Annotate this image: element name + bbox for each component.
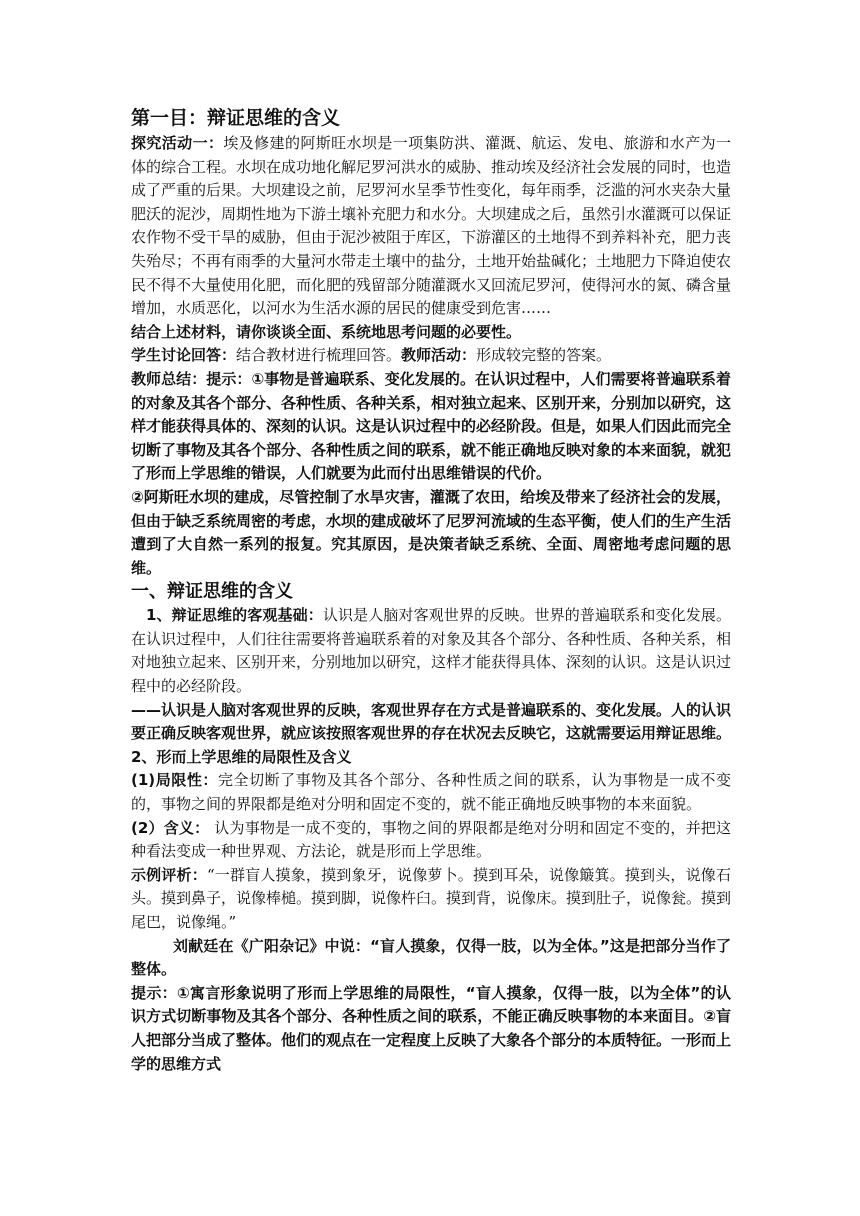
student-activity (131, 344, 731, 368)
activity-paragraph (131, 132, 731, 321)
basis-paragraph (131, 604, 731, 698)
summary-paragraph-2: ②阿斯旺水坝的建成，尽管控制了水旱灾害，灌溉了农田，给埃及带来了经济社会的发展，但由于缺乏系统周密的考虑，水坝的建成破坏了尼罗河流域的生态平衡，使人们的生产生活遭到了大自然一系列的报复。究其原因，是决策者缺乏系统、全面、周密地考虑问题的思维。 (131, 487, 732, 577)
basis-label: 1、辩证思维的客观基础： (146, 606, 323, 625)
limitation-paragraph (131, 769, 731, 816)
quote-paragraph: 刘献廷在《广阳杂记》中说：“盲人摸象，仅得一肢，以为全体。”这是把部分当作了整体。 (131, 936, 731, 979)
meaning-paragraph (131, 817, 731, 864)
basis-text: 认识是人脑对客观世界的反映。世界的普遍联系和变化发展。在认识过程中，人们往往需要将普遍联系着的对象及其各个部分、各种性质、各种关系，相对地独立起来、区别开来，分别地加以研究，这样才能获得具体、深刻的认识。这是认识过程中的必经阶段。 (131, 606, 732, 696)
example-text: “一群盲人摸象，摸到象牙，说像萝卜。摸到耳朵，说像簸箕。摸到头，说像石头。摸到鼻子，说像棒槌。摸到脚，说像杵臼。摸到背，说像床。摸到肚子，说像瓮。摸到尾巴，说像绳。” (131, 865, 732, 931)
summary-text-1: ①事物是普遍联系、变化发展的。在认识过程中，人们需要将普遍联系着的对象及其各个部分、各种性质、各种关系，相对独立起来、区别开来，分别加以研究，这样才能获得具体的、深刻的认识。这是认识过程中的必经阶段。但是，如果人们因此而完全切断了事物及其各个部分、各种性质之间的联系，就不能正确地反映对象的本来面貌，就犯了形而上学思维的错误，人们就要为此而付出思维错误的代价。 (131, 369, 732, 483)
teacher-label: 教师活动： (401, 346, 477, 365)
meaning-label: (2）含义： (131, 818, 210, 837)
meaning-text: 认为事物是一成不变的，事物之间的界限都是绝对分明和固定不变的，并把这种看法变成一种世界观、方法论，就是形而上学思维。 (131, 818, 731, 861)
discussion-question: 结合上述材料，请你谈谈全面、系统地思考问题的必要性。 (131, 322, 522, 341)
summary-paragraph-1 (131, 368, 731, 486)
summary-label: 教师总结：提示： (131, 369, 252, 388)
hint-text: ①寓言形象说明了形而上学思维的局限性，“盲人摸象，仅得一肢，以为全体”的认识方式切断事物及其各个部分、各种性质之间的联系，不能正确反映事物的本来面目。②盲人把部分当成了整体。他们的观点在一定程度上反映了大象各个部分的本质特征。一形而上学的思维方式 (131, 983, 732, 1073)
section-heading-1: 一、辩证思维的含义 (131, 581, 293, 603)
subheading-2: 2、形而上学思维的局限性及含义 (131, 747, 352, 766)
page-title: 第一目：辩证思维的含义 (131, 107, 341, 129)
activity-text: 埃及修建的阿斯旺水坝是一项集防洪、灌溉、航运、发电、旅游和水产为一体的综合工程。水坝在成功地化解尼罗河洪水的威胁、推动埃及经济社会发展的同时，也造成了严重的后果。大坝建设之前，尼罗河水呈季节性变化，每年雨季，泛滥的河水夹杂大量肥沃的泥沙，周期性地为下游土壤补充肥力和水分。大坝建成之后，虽然引水灌溉可以保证农作物不受干旱的威胁，但由于泥沙被阻于库区，下游灌区的土地得不到养料补充，肥力丧失殆尽；不再有雨季的大量河水带走土壤中的盐分，土地开始盐碱化；土地肥力下降迫使农民不得不大量使用化肥，而化肥的残留部分随灌溉水又回流尼罗河，使得河水的氮、磷含量增加，水质恶化，以河水为生活水源的居民的健康受到危害…… (131, 134, 732, 318)
hint-paragraph (131, 982, 731, 1076)
limitation-label: (1)局限性： (131, 771, 218, 790)
document-page (131, 104, 731, 1076)
student-label: 学生讨论回答： (131, 346, 237, 365)
hint-label: 提示： (131, 983, 177, 1002)
example-label: 示例评析： (131, 865, 207, 884)
limitation-text: 完全切断了事物及其各个部分、各种性质之间的联系，认为事物是一成不变的，事物之间的界限都是绝对分明和固定不变的，就不能正确地反映事物的本来面貌。 (131, 771, 731, 814)
activity-label: 探究活动一： (131, 134, 224, 152)
teacher-text: 形成较完整的答案。 (476, 346, 612, 365)
example-paragraph (131, 864, 731, 935)
basis-conclusion: ——认识是人脑对客观世界的反映，客观世界存在方式是普遍联系的、变化发展。人的认识要正确反映客观世界，就应该按照客观世界的存在状况去反映它，这就需要运用辩证思维。 (131, 700, 732, 743)
student-text: 结合教材进行梳理回答。 (236, 346, 402, 365)
